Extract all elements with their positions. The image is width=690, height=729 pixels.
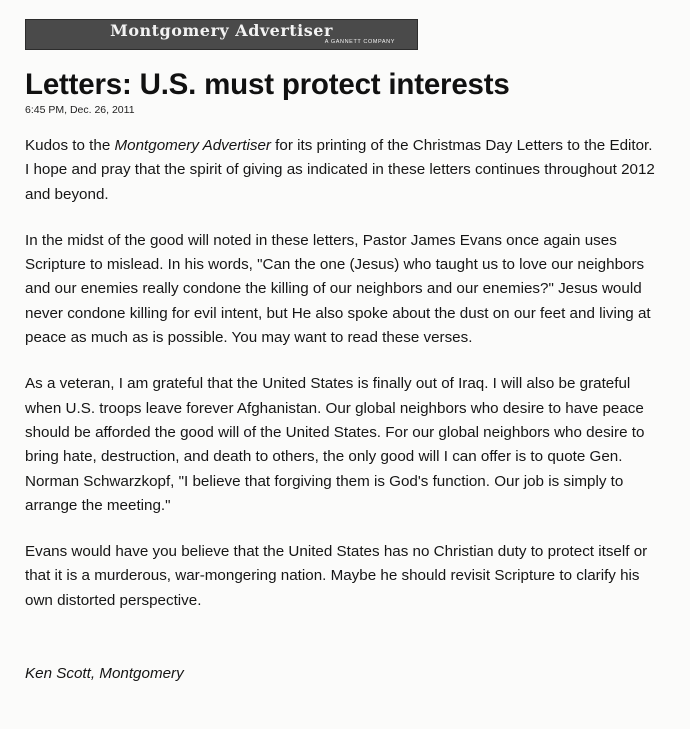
masthead-title: Montgomery Advertiser: [110, 21, 333, 40]
masthead-subtitle: A GANNETT COMPANY: [324, 39, 395, 45]
paragraph-1-after: for its printing of the Christmas Day Letters to the Editor. I hope and pray that the spirit of giving as indicated in these letters continues throughout 2012 and beyond.: [25, 137, 655, 203]
article-dateline: 6:45 PM, Dec. 26, 2011: [25, 104, 135, 116]
paragraph-2: In the midst of the good will noted in these letters, Pastor James Evans once again uses Scripture to mislead. In his words, "Can the one (Jesus) who taught us to love our neighbors and our enemies really condone the killing of our neighbors and our enemies?" Jesus would never condone killing for evil intent, but He also spoke about the dust on our feet and living at peace as much as is possible. You may want to read these verses.: [25, 231, 651, 347]
paragraph-3: As a veteran, I am grateful that the United States is finally out of Iraq. I will also be grateful when U.S. troops leave forever Afghanistan. Our global neighbors who desire to have peace should be afforded the good will of the United States. For our global neighbors who desire to bring hate, destruction, and death to others, the only good will I can offer is to quote Gen. Norman Schwarzkopf, "I believe that forgiving them is God's function. Our job is simply to arrange the meeting.": [25, 375, 645, 514]
letter-signature: Ken Scott, Montgomery: [25, 665, 184, 682]
masthead-banner: [25, 19, 418, 50]
paragraph-1-emphasis: Montgomery Advertiser: [114, 137, 271, 154]
paragraph-1: [25, 134, 655, 207]
paragraph-4: Evans would have you believe that the United States has no Christian duty to protect itself or that it is a murderous, war-mongering nation. Maybe he should revisit Scripture to clarify his own distorted perspective.: [25, 543, 648, 609]
paragraph-1-before: Kudos to the: [25, 137, 115, 154]
article-headline: Letters: U.S. must protect interests: [25, 68, 510, 101]
article-body: [25, 134, 655, 635]
